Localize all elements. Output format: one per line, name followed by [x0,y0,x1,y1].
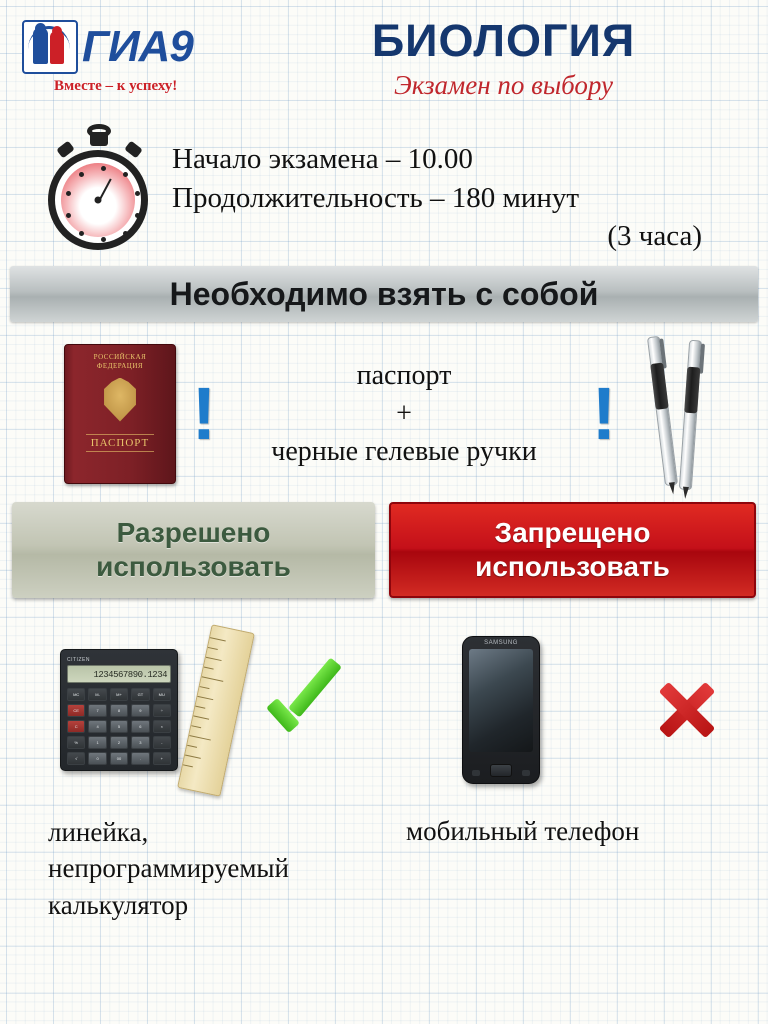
bring-with-you-banner [10,266,758,322]
phone-screen-shape [469,649,533,752]
logo-figure-blue [33,28,48,64]
calc-key: 5 [110,720,128,733]
phone-home-button-shape [490,764,512,777]
forbidden-line1: Запрещено [494,517,651,549]
calc-key: 9 [131,704,149,717]
calc-key: C [67,720,85,733]
captions-row [0,808,768,923]
gel-pens-icon [632,334,752,494]
bring-with-you-banner-label: Необходимо взять с собой [169,275,599,312]
logo-slogan: Вместе – к успеху! [54,78,178,94]
title-block [257,14,750,101]
calc-key: × [153,720,171,733]
allowed-caption-line2: непрограммируемый [48,853,290,884]
calc-key: M+ [110,688,128,701]
calculator-brand-label: CITIZEN [67,657,90,663]
permissions-row [0,492,768,598]
poster-header [0,0,768,112]
allowed-items-caption [12,814,398,923]
calc-key: M- [88,688,106,701]
bring-item-pens: черные гелевые ручки [271,435,537,467]
ruler-icon [177,624,255,796]
pen-tip-shape-1 [669,482,676,495]
stopwatch-crown-shape [90,132,108,146]
allowed-caption-line1: линейка, [48,817,149,847]
calc-key: 00 [110,752,128,765]
calc-key: 1 [88,736,106,749]
green-check-icon [252,662,348,758]
stopwatch-pin-shape [95,197,102,204]
bring-items-plus: + [396,398,412,430]
exam-start-line: Начало экзамена – 10.00 [172,143,473,175]
phone-right-button-shape [522,770,530,776]
allowed-line2: использовать [96,551,291,582]
exam-duration-hours: (3 часа) [607,220,702,253]
exclamation-left-icon: ! [191,371,217,455]
passport-country-line1: РОССИЙСКАЯ [93,353,147,361]
gia9-logo-icon [22,20,78,74]
allowed-caption-line3: калькулятор [48,889,189,920]
bring-items-row [0,322,768,492]
calc-key: % [67,736,85,749]
calc-key: 0 [88,752,106,765]
gia9-logo [22,14,257,95]
pen-grip-shape-1 [650,363,669,410]
calculator-icon [60,649,178,771]
items-row [0,598,768,808]
calc-key: GT [131,688,149,701]
logo-wordmark: ГИА9 [82,22,193,71]
forbidden-banner [389,502,756,598]
calc-key: 7 [88,704,106,717]
pen-shape-2 [679,340,702,491]
pen-shape-1 [647,336,678,486]
phone-left-button-shape [472,770,480,776]
stopwatch-icon [40,126,160,256]
pen-grip-shape-2 [684,367,700,414]
calc-key: . [131,752,149,765]
bring-item-passport: паспорт [356,360,452,392]
calc-key: 2 [110,736,128,749]
calculator-display: 1234567890.1234 [67,665,171,683]
exam-time-block [0,112,768,256]
allowed-items [12,612,384,808]
allowed-banner-text [96,516,291,583]
calculator-keys [67,688,171,765]
passport-emblem-shape [101,378,139,422]
calc-key: 8 [110,704,128,717]
exam-duration-line: Продолжительность – 180 минут [172,181,580,214]
calc-key: 3 [131,736,149,749]
allowed-line1: Разрешено [116,517,271,549]
allowed-banner [12,502,375,598]
calc-key: + [153,752,171,765]
logo-top-row [22,20,257,74]
stopwatch-face-shape [61,163,135,237]
forbidden-items-caption: мобильный телефон [406,816,640,846]
stopwatch-button-right-shape [124,141,143,159]
exam-time-text [160,126,738,256]
calc-key: - [153,736,171,749]
passport-title-label: ПАСПОРТ [86,434,155,452]
forbidden-items [384,612,756,808]
calc-key: 4 [88,720,106,733]
passport-icon [64,344,176,484]
red-cross-icon [648,671,726,749]
passport-country-line2: ФЕДЕРАЦИЯ [96,361,144,370]
calc-key: 6 [131,720,149,733]
stopwatch-body-shape [48,150,148,250]
page-subtitle: Экзамен по выбору [394,70,613,100]
calc-key: MU [153,688,171,701]
forbidden-line2: использовать [475,551,670,582]
phone-brand-label: SAMSUNG [484,640,518,646]
forbidden-banner-text [475,516,670,583]
calc-key: ÷ [153,704,171,717]
calc-key: √ [67,752,85,765]
calc-key: MC [67,688,85,701]
logo-figure-red [50,31,64,64]
page-title: БИОЛОГИЯ [371,15,636,66]
exclamation-right-icon: ! [591,371,617,455]
calc-key: CE [67,704,85,717]
pen-tip-shape-2 [682,487,689,499]
mobile-phone-icon [462,636,540,784]
bring-items-text [232,357,576,470]
